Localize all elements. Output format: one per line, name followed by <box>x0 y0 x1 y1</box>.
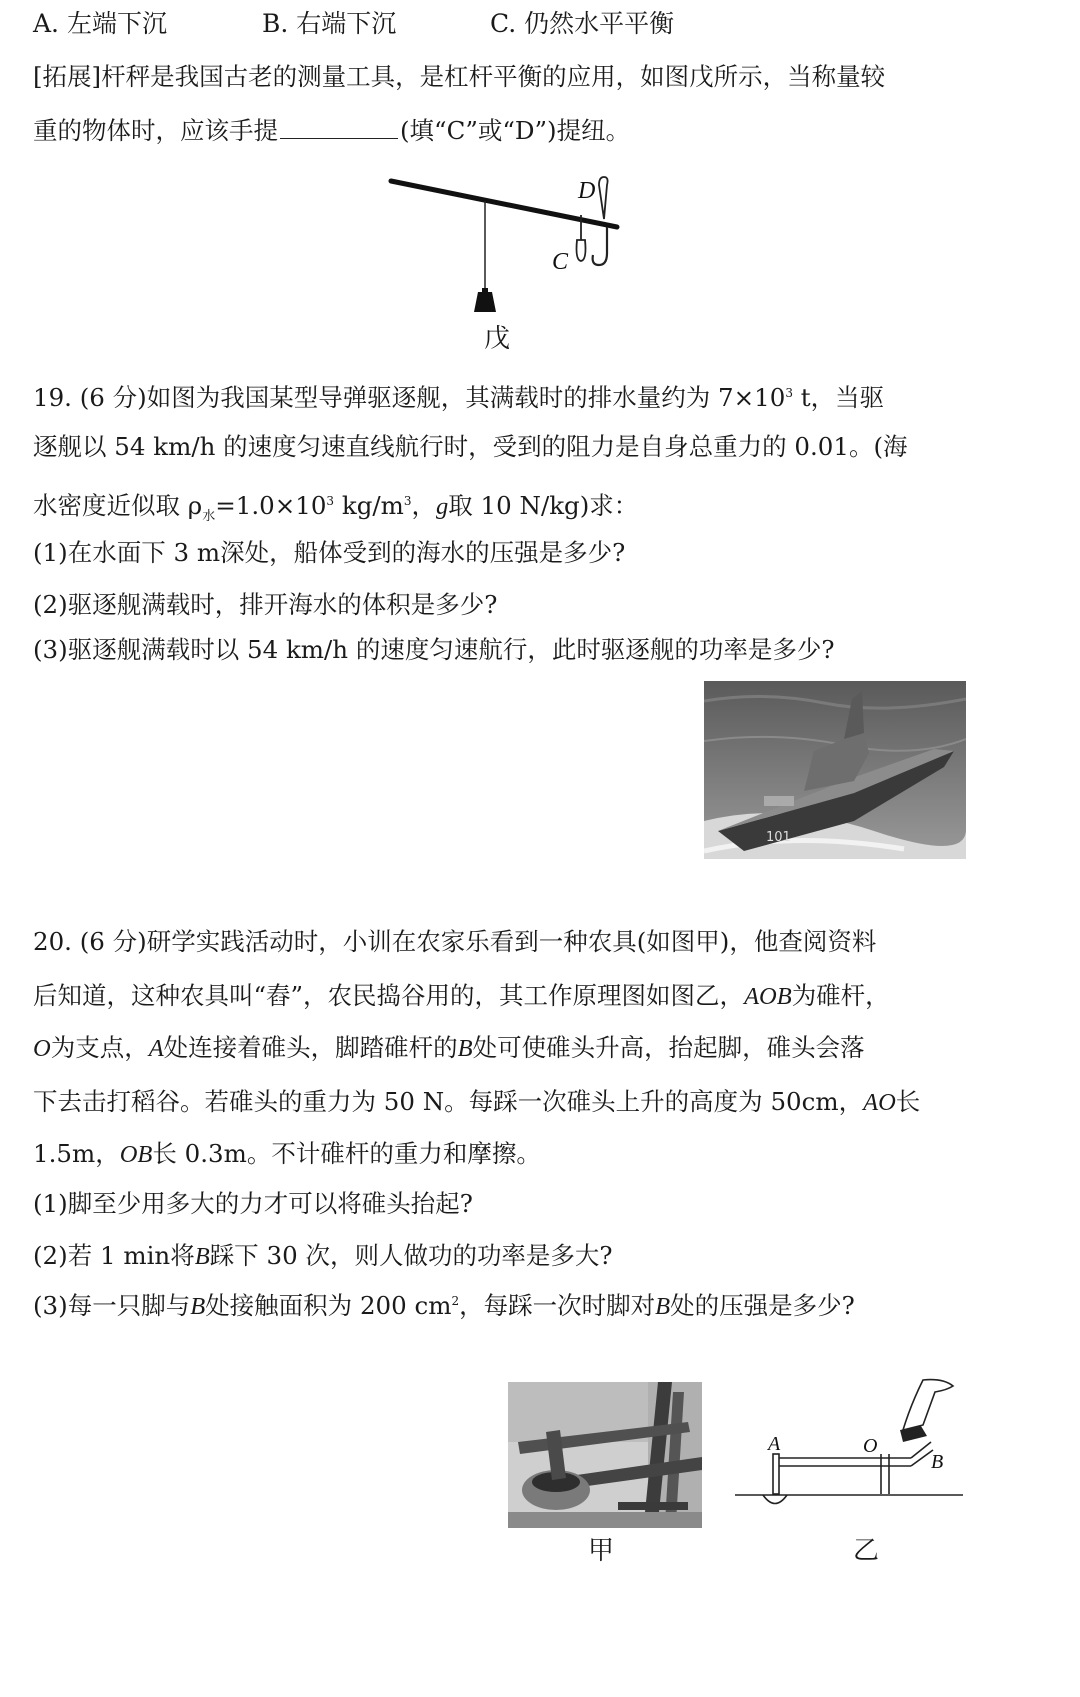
option-b: B. 右端下沉 <box>262 9 397 38</box>
hull-number: 101 <box>766 830 791 845</box>
q20-sub-1: (1)脚至少用多大的力才可以将碓头抬起? <box>33 1189 473 1218</box>
q19-sub-1: (1)在水面下 3 m深处，船体受到的海水的压强是多少? <box>33 538 626 567</box>
q20-line-4: 下去击打稻谷。若碓头的重力为 50 N。每踩一次碓头上升的高度为 50cm，AO长 <box>33 1087 921 1116</box>
q20-line-5: 1.5m，OB长 0.3m。不计碓杆的重力和摩擦。 <box>33 1139 541 1168</box>
q20-line-3: O为支点，A处连接着碓头，脚踏碓杆的B处可使碓头升高，抬起脚，碓头会落 <box>33 1033 865 1062</box>
q19-sub-3: (3)驱逐舰满载时以 54 km/h 的速度匀速航行，此时驱逐舰的功率是多少? <box>33 635 835 664</box>
label-c: C <box>552 249 569 275</box>
mortar-photo <box>508 1382 702 1528</box>
q20-sub-2: (2)若 1 min将B踩下 30 次，则人做功的功率是多大? <box>33 1241 613 1270</box>
q19-line-2: 逐舰以 54 km/h 的速度匀速直线航行时，受到的阻力是自身总重力的 0.01。(海 <box>33 432 908 461</box>
q19-line-3: 水密度近似取 $\rho_水=1.0\times 10^3$ $kg/m^3$，g取 10 N/kg)求： <box>33 491 639 525</box>
steelyard-figure <box>385 165 645 325</box>
label-a: A <box>768 1433 781 1455</box>
option-c: C. 仍然水平平衡 <box>490 9 675 38</box>
label-d: D <box>578 178 596 204</box>
option-a: A. 左端下沉 <box>33 9 167 38</box>
answer-blank[interactable] <box>280 118 398 139</box>
q20-line-2: 后知道，这种农具叫“舂”，农民捣谷用的，其工作原理图如图乙，AOB为碓杆， <box>33 981 890 1010</box>
figure-caption-wu: 戊 <box>484 324 511 354</box>
q20-line-1: 20. (6 分)研学实践活动时，小训在农家乐看到一种农具(如图甲)，他查阅资料 <box>33 927 877 956</box>
q20-sub-3: (3)每一只脚与B处接触面积为 200 $cm^2$，每踩一次时脚对B处的压强是多少? <box>33 1291 855 1321</box>
figure-caption-yi: 乙 <box>853 1536 880 1566</box>
label-b: B <box>931 1451 944 1473</box>
lever-diagram <box>735 1370 965 1540</box>
extension-line-2: 重的物体时，应该手提 (填“C”或“D”)提纽。 <box>33 116 631 145</box>
label-o: O <box>863 1435 878 1457</box>
destroyer-photo <box>704 681 966 859</box>
q19-line-1: 19. (6 分)如图为我国某型导弹驱逐舰，其满载时的排水量约为 $7\times 10^3$ t，当驱 <box>33 383 885 413</box>
figure-caption-jia: 甲 <box>588 1536 615 1566</box>
extension-line-1: [拓展]杆秤是我国古老的测量工具，是杠杆平衡的应用，如图戊所示，当称量较 <box>33 62 886 91</box>
q19-sub-2: (2)驱逐舰满载时，排开海水的体积是多少? <box>33 590 498 619</box>
